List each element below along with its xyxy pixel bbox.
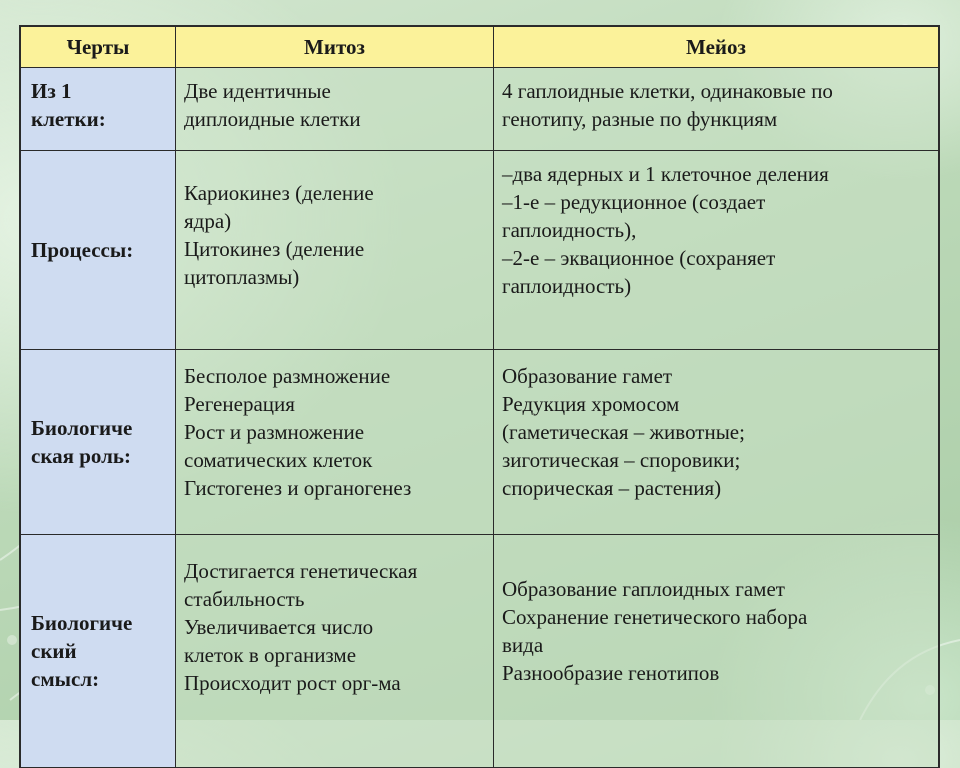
header-mitosis: Митоз (176, 27, 494, 68)
meiosis-cell (494, 151, 939, 350)
mitosis-cell (176, 535, 494, 768)
table-header-row (21, 27, 939, 68)
table-row (21, 350, 939, 535)
table-row (21, 151, 939, 350)
table-row (21, 68, 939, 151)
mitosis-line: Увеличивается число (184, 615, 374, 639)
meiosis-cell (494, 535, 939, 768)
feature-cell (21, 68, 176, 151)
feature-line: ская роль: (31, 444, 131, 468)
feature-line: Биологиче (31, 416, 133, 440)
header-features: Черты (21, 27, 176, 68)
meiosis-line: –два ядерных и 1 клеточное деления (502, 162, 829, 186)
meiosis-line: гаплоидность) (502, 274, 632, 298)
meiosis-line: –2-е – эквационное (сохраняет (502, 246, 776, 270)
meiosis-line: 4 гаплоидные клетки, одинаковые по (502, 79, 833, 103)
meiosis-line: вида (502, 633, 544, 657)
meiosis-line: Образование гаплоидных гамет (502, 577, 785, 601)
mitosis-line: диплоидные клетки (184, 107, 361, 131)
meiosis-line: генотипу, разные по функциям (502, 107, 778, 131)
meiosis-line: (гаметическая – животные; (502, 420, 745, 444)
mitosis-line: Достигается генетическая (184, 559, 418, 583)
mitosis-cell (176, 151, 494, 350)
mitosis-line: Регенерация (184, 392, 295, 416)
meiosis-line: Редукция хромосом (502, 392, 680, 416)
meiosis-line: гаплоидность), (502, 218, 637, 242)
mitosis-line: Гистогенез и органогенез (184, 476, 412, 500)
feature-line: Из 1 (31, 79, 72, 103)
header-meiosis: Мейоз (494, 27, 939, 68)
feature-line: клетки: (31, 107, 106, 131)
table-row (21, 535, 939, 768)
mitosis-line: Цитокинез (деление (184, 237, 365, 261)
feature-cell (21, 535, 176, 768)
meiosis-line: Сохранение генетического набора (502, 605, 808, 629)
mitosis-cell (176, 68, 494, 151)
mitosis-line: соматических клеток (184, 448, 373, 472)
mitosis-line: Рост и размножение (184, 420, 365, 444)
mitosis-line: цитоплазмы) (184, 265, 300, 289)
mitosis-line: Две идентичные (184, 79, 331, 103)
feature-cell (21, 350, 176, 535)
meiosis-line: Образование гамет (502, 364, 673, 388)
mitosis-line: ядра) (184, 209, 232, 233)
meiosis-line: зиготическая – споровики; (502, 448, 741, 472)
feature-line: Процессы: (31, 238, 134, 262)
mitosis-line: Происходит рост орг-ма (184, 671, 401, 695)
mitosis-line: Кариокинез (деление (184, 181, 374, 205)
meiosis-line: –1-е – редукционное (создает (502, 190, 766, 214)
meiosis-line: спорическая – растения) (502, 476, 722, 500)
mitosis-line: клеток в организме (184, 643, 357, 667)
feature-line: ский (31, 639, 77, 663)
mitosis-line: стабильность (184, 587, 305, 611)
meiosis-line: Разнообразие генотипов (502, 661, 720, 685)
meiosis-cell (494, 350, 939, 535)
feature-line: смысл: (31, 667, 100, 691)
mitosis-cell (176, 350, 494, 535)
feature-line: Биологиче (31, 611, 133, 635)
mitosis-meiosis-comparison-table (20, 26, 939, 768)
feature-cell (21, 151, 176, 350)
meiosis-cell (494, 68, 939, 151)
mitosis-line: Бесполое размножение (184, 364, 391, 388)
